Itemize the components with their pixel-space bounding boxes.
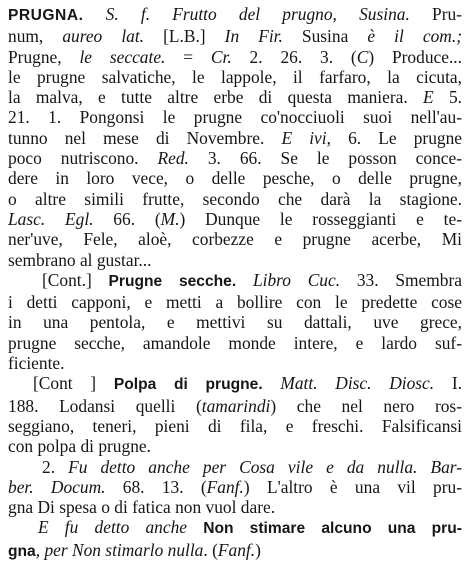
sense-2-line-3: gna Di spesa o di fatica non vuol dare.	[8, 497, 276, 518]
entry-line-7: tunno nel mese di Novembre. E ivi, 6. Le prugne	[8, 127, 462, 148]
subentry-term: Prugne secche.	[108, 272, 237, 290]
entry-line-1: PRUGNA. S. f. Frutto del prugno, Susina. Pru-	[8, 4, 462, 24]
subentry-1-line-1: [Cont.] Prugne secche. Libro Cuc. 33. Smembra	[42, 269, 462, 290]
entry-line-11: Lasc. Egl. 66. (M.) Dunque le rosseggianti e te-	[8, 208, 462, 229]
sense-term: Non stimare alcuno una pru-	[203, 520, 462, 538]
entry-line-2: num, aureo lat. [L.B.] In Fir. Susina è il com.;	[8, 26, 462, 47]
entry-line-9: dere in loro vece, o delle pesche, o delle prugne,	[8, 168, 462, 189]
cont-marker: [Cont.]	[42, 269, 92, 290]
subentry-2-line-3: seggiano, teneri, pieni di fila, e freschi. Falsificansi	[8, 415, 462, 436]
entry-line-8: poco nutriscono. Red. 3. 66. Se le posson conce-	[8, 148, 462, 169]
subentry-prugne-secche	[8, 270, 462, 373]
sense-3-line-1: E fu detto anche Non stimare alcuno una pru-	[38, 517, 462, 538]
sense-3	[8, 517, 462, 562]
sense-2-line-2: ber. Docum. 68. 13. (Fanf.) L'altro è una vil pru-	[8, 476, 462, 497]
sense-number: 2.	[42, 456, 56, 477]
entry-line-5: la malva, e tutte altre erbe di questa maniera. E 5.	[8, 87, 462, 108]
entry-line-6: 21. 1. Pongonsi le prugne co'nocciuoli suoi nell'au-	[8, 107, 462, 128]
entry-line-10: o altre simili frutte, secondo che darà la stagione.	[8, 188, 462, 209]
definition-text: S. f. Frutto del prugno, Susina.	[105, 4, 410, 24]
entry-prugna	[8, 4, 462, 270]
sense-2	[8, 457, 462, 518]
entry-line-3: Prugne, le seccate. = Cr. 2. 26. 3. (C) Produce...	[8, 46, 462, 67]
subentry-2-line-4: con polpa di prugne.	[8, 436, 151, 457]
cont-marker: [Cont ]	[33, 373, 97, 394]
subentry-1-line-4: prugne secche, amandole monde intere, e lardo suf-	[8, 332, 462, 353]
sense-3-line-2: gna, per Non stimarlo nulla. (Fanf.)	[8, 539, 261, 560]
headword: PRUGNA.	[8, 7, 84, 24]
entry-line-12: ner'uve, Fele, aloè, corbezze e prugne acerbe, Mi	[8, 229, 462, 250]
subentry-term: Polpa di prugne.	[113, 376, 263, 394]
subentry-1-line-5: ficiente.	[8, 353, 65, 374]
subentry-1-line-2: i detti capponi, e metti a bollire con le predette cose	[8, 292, 462, 313]
subentry-1-line-3: in una pentola, e mettivi su dattali, uve grece,	[8, 312, 462, 333]
subentry-2-line-2: 188. Lodansi quelli (tamarindi) che nel nero ros-	[8, 395, 462, 416]
sense-2-line-1: 2. Fu detto anche per Cosa vile e da nulla. Bar-	[42, 456, 462, 477]
entry-line-13: sembrano al gustar...	[8, 249, 152, 270]
subentry-2-line-1: [Cont ] Polpa di prugne. Matt. Disc. Diosc. I.	[33, 373, 462, 394]
subentry-polpa-di-prugne	[8, 373, 462, 456]
entry-line-4: le prugne salvatiche, le lappole, il farfaro, la cicuta,	[8, 66, 462, 87]
